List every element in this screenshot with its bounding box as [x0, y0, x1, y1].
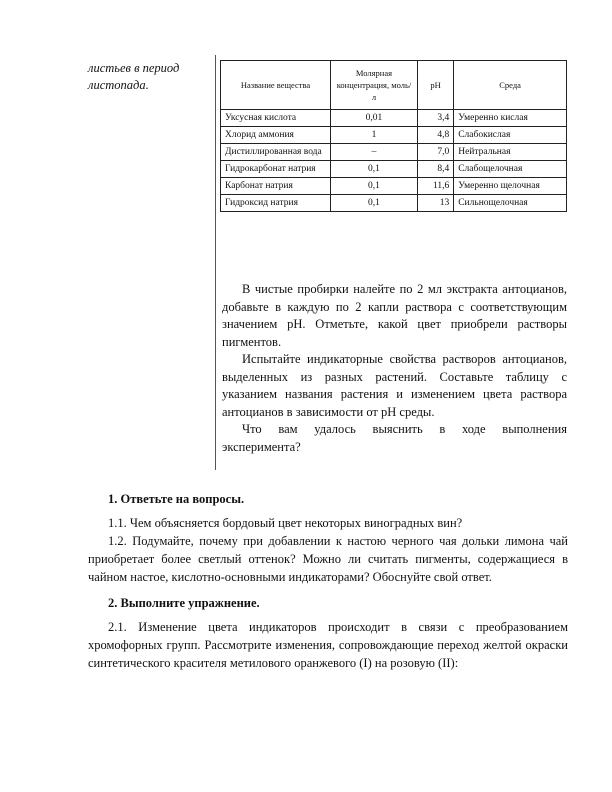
cell-medium: Слабощелочная	[454, 161, 567, 178]
cell-substance: Дистиллированная вода	[221, 144, 331, 161]
table-header-row	[221, 61, 567, 110]
table-row	[221, 161, 567, 178]
cell-medium: Умеренно кислая	[454, 110, 567, 127]
cell-ph: 4,8	[417, 127, 453, 144]
cell-substance: Хлорид аммония	[221, 127, 331, 144]
cell-substance: Карбонат натрия	[221, 178, 331, 195]
header-medium: Среда	[454, 61, 567, 110]
ph-table	[220, 60, 567, 212]
paragraph: 2.1. Изменение цвета индикаторов происходит в связи с преобразованием хромофорных групп. Рассмотрите изменения, сопровождающие переход желтой окраски синтетического красителя метилового оранжевого (I) на розовую (II):	[88, 620, 568, 670]
margin-rule	[215, 55, 216, 470]
cell-ph: 11,6	[417, 178, 453, 195]
table-row	[221, 195, 567, 212]
experiment-instructions	[222, 281, 567, 456]
cell-medium: Умеренно щелочная	[454, 178, 567, 195]
cell-concentration: 1	[331, 127, 418, 144]
table-row	[221, 144, 567, 161]
section-heading: 1. Ответьте на вопросы.	[108, 492, 245, 506]
table-row	[221, 127, 567, 144]
main-body	[88, 490, 568, 672]
cell-medium: Слабокислая	[454, 127, 567, 144]
cell-medium: Нейтральная	[454, 144, 567, 161]
paragraph: В чистые пробирки налейте по 2 мл экстракта антоцианов, добавьте в каждую по 2 капли раствора с соответствующим значением pH. Отметьте, какой цвет приобрели растворы пигментов.	[222, 282, 567, 349]
cell-concentration: 0,01	[331, 110, 418, 127]
header-substance: Название вещества	[221, 61, 331, 110]
side-note: листьев в период листопада.	[88, 61, 180, 92]
cell-substance: Гидрокарбонат натрия	[221, 161, 331, 178]
question: 1.1. Чем объясняется бордовый цвет некоторых виноградных вин?	[108, 516, 463, 530]
cell-concentration: –	[331, 144, 418, 161]
paragraph: Что вам удалось выяснить в ходе выполнения эксперимента?	[222, 422, 567, 454]
cell-ph: 7,0	[417, 144, 453, 161]
header-concentration: Молярная концентрация, моль/л	[331, 61, 418, 110]
header-ph: pH	[417, 61, 453, 110]
table-row	[221, 178, 567, 195]
cell-concentration: 0,1	[331, 178, 418, 195]
cell-ph: 3,4	[417, 110, 453, 127]
cell-substance: Уксусная кислота	[221, 110, 331, 127]
cell-concentration: 0,1	[331, 161, 418, 178]
cell-medium: Сильнощелочная	[454, 195, 567, 212]
section-heading: 2. Выполните упражнение.	[108, 596, 260, 610]
paragraph: Испытайте индикаторные свойства растворов антоцианов, выделенных из разных растений. Составьте таблицу с указанием названия растения и изменением цвета раствора антоцианов в зависимости от pH среды.	[222, 352, 567, 419]
question: 1.2. Подумайте, почему при добавлении к настою черного чая дольки лимона чай приобретает более светлый оттенок? Можно ли считать пигменты, содержащиеся в чайном настое, кислотно-основными индикаторами? Обоснуйте свой ответ.	[88, 534, 568, 584]
cell-concentration: 0,1	[331, 195, 418, 212]
table-row	[221, 110, 567, 127]
cell-ph: 13	[417, 195, 453, 212]
cell-ph: 8,4	[417, 161, 453, 178]
cell-substance: Гидроксид натрия	[221, 195, 331, 212]
